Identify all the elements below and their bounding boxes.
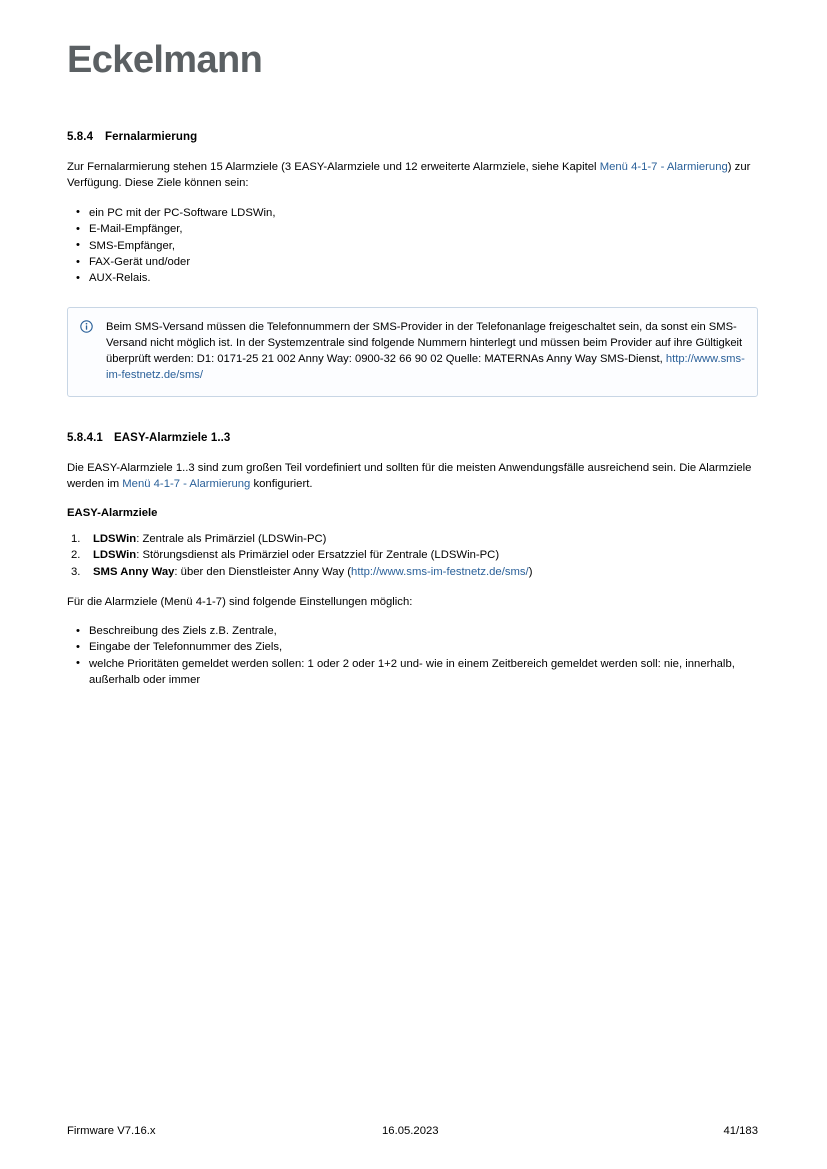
menu-4-1-7-link[interactable]: Menü 4-1-7 - Alarmierung [599, 161, 728, 173]
company-logo [67, 38, 487, 88]
sms-im-festnetz-link-2[interactable]: http://www.sms-im-festnetz.de/sms/ [351, 566, 529, 579]
subsection-intro-paragraph [67, 460, 758, 493]
subsection-heading [67, 431, 758, 446]
logo-text: Eckelmann [67, 39, 263, 81]
section-intro-part1: Zur Fernalarmierung stehen 15 Alarmziele (3 EASY-Alarmziele und 12 erweiterte Alarmziele, siehe Kapitel [67, 161, 600, 173]
info-note-body: Beim SMS-Versand müssen die Telefonnummern der SMS-Provider in der Telefonanlage freigeschaltet sein, da sonst ein SMS-Versand nicht möglich ist. In der Systemzentrale sind folgende Nummern hinterlegt und müssen beim Provider auf ihre Gültigkeit überprüft werden: D1: 0171-25 21 002 Anny Way: 0900-32 66 90 02 Quelle: MATERNAs Anny Way SMS-Dienst, [106, 320, 743, 366]
list-item: • ein PC mit der PC-Software LDSWin, [67, 205, 758, 221]
list-item-text: : über den Dienstleister Anny Way ( [174, 566, 352, 579]
list-item-bold: SMS Anny Way [93, 566, 175, 579]
section-title: Fernalarmierung [105, 131, 198, 143]
menu-4-1-7-link-2[interactable]: Menü 4-1-7 - Alarmierung [122, 478, 251, 491]
list-item: • Beschreibung des Ziels z.B. Zentrale, [67, 623, 758, 639]
section-number: 5.8.4 [67, 131, 94, 143]
alarm-targets-list [67, 205, 758, 287]
list-item: • E-Mail-Empfänger, [67, 221, 758, 237]
list-item-bold: LDSWin [93, 532, 137, 545]
list-item: • SMS-Empfänger, [67, 238, 758, 254]
footer-firmware-version: Firmware V7.16.x [67, 1125, 156, 1137]
list-item: • AUX-Relais. [67, 270, 758, 286]
subsection-number: 5.8.4.1 [67, 431, 103, 444]
easy-alarm-targets-numbered-list [67, 531, 758, 581]
list-item-tail: ) [528, 566, 533, 579]
sms-im-festnetz-link[interactable]: http://www.sms-im-festnetz.de/sms/ [106, 353, 745, 382]
section-intro-paragraph [67, 159, 758, 192]
list-item [67, 531, 758, 548]
list-item-text: : Störungsdienst als Primärziel oder Ersatzziel für Zentrale (LDSWin-PC) [136, 549, 500, 562]
info-note-text [106, 319, 745, 384]
footer-page-number: 41/183 [723, 1125, 758, 1137]
subsection-title: EASY-Alarmziele 1..3 [114, 431, 231, 444]
section-intro-part2: ) zur Verfügung. Diese Ziele können sein: [67, 161, 751, 190]
list-item-bold: LDSWin [93, 549, 137, 562]
list-item: • FAX-Gerät und/oder [67, 254, 758, 270]
easy-alarmziele-label: EASY-Alarmziele [67, 507, 158, 520]
subsection-intro-part2: konfiguriert. [250, 478, 313, 491]
settings-bullet-list [67, 623, 758, 689]
section-heading [67, 130, 758, 145]
list-item: • Eingabe der Telefonnummer des Ziels, [67, 639, 758, 655]
info-circle-icon [80, 320, 93, 333]
list-item: • welche Prioritäten gemeldet werden sollen: 1 oder 2 oder 1+2 und- wie in einem Zeitbereich gemeldet werden soll: nie, innerhalb, außerhalb oder immer [67, 656, 758, 689]
document-content [67, 130, 758, 689]
footer-date: 16.05.2023 [382, 1125, 439, 1137]
info-note-box [67, 307, 758, 397]
subsection-intro-part1: Die EASY-Alarmziele 1..3 sind zum großen Teil vordefiniert und sollten für die meisten Anwendungsfälle ausreichend sein. Die Alarmziele werden im [67, 461, 752, 491]
list-item [67, 564, 758, 581]
list-item-text: : Zentrale als Primärziel (LDSWin-PC) [136, 532, 327, 545]
list-item [67, 547, 758, 564]
settings-intro-paragraph: Für die Alarmziele (Menü 4-1-7) sind folgende Einstellungen möglich: [67, 595, 413, 608]
